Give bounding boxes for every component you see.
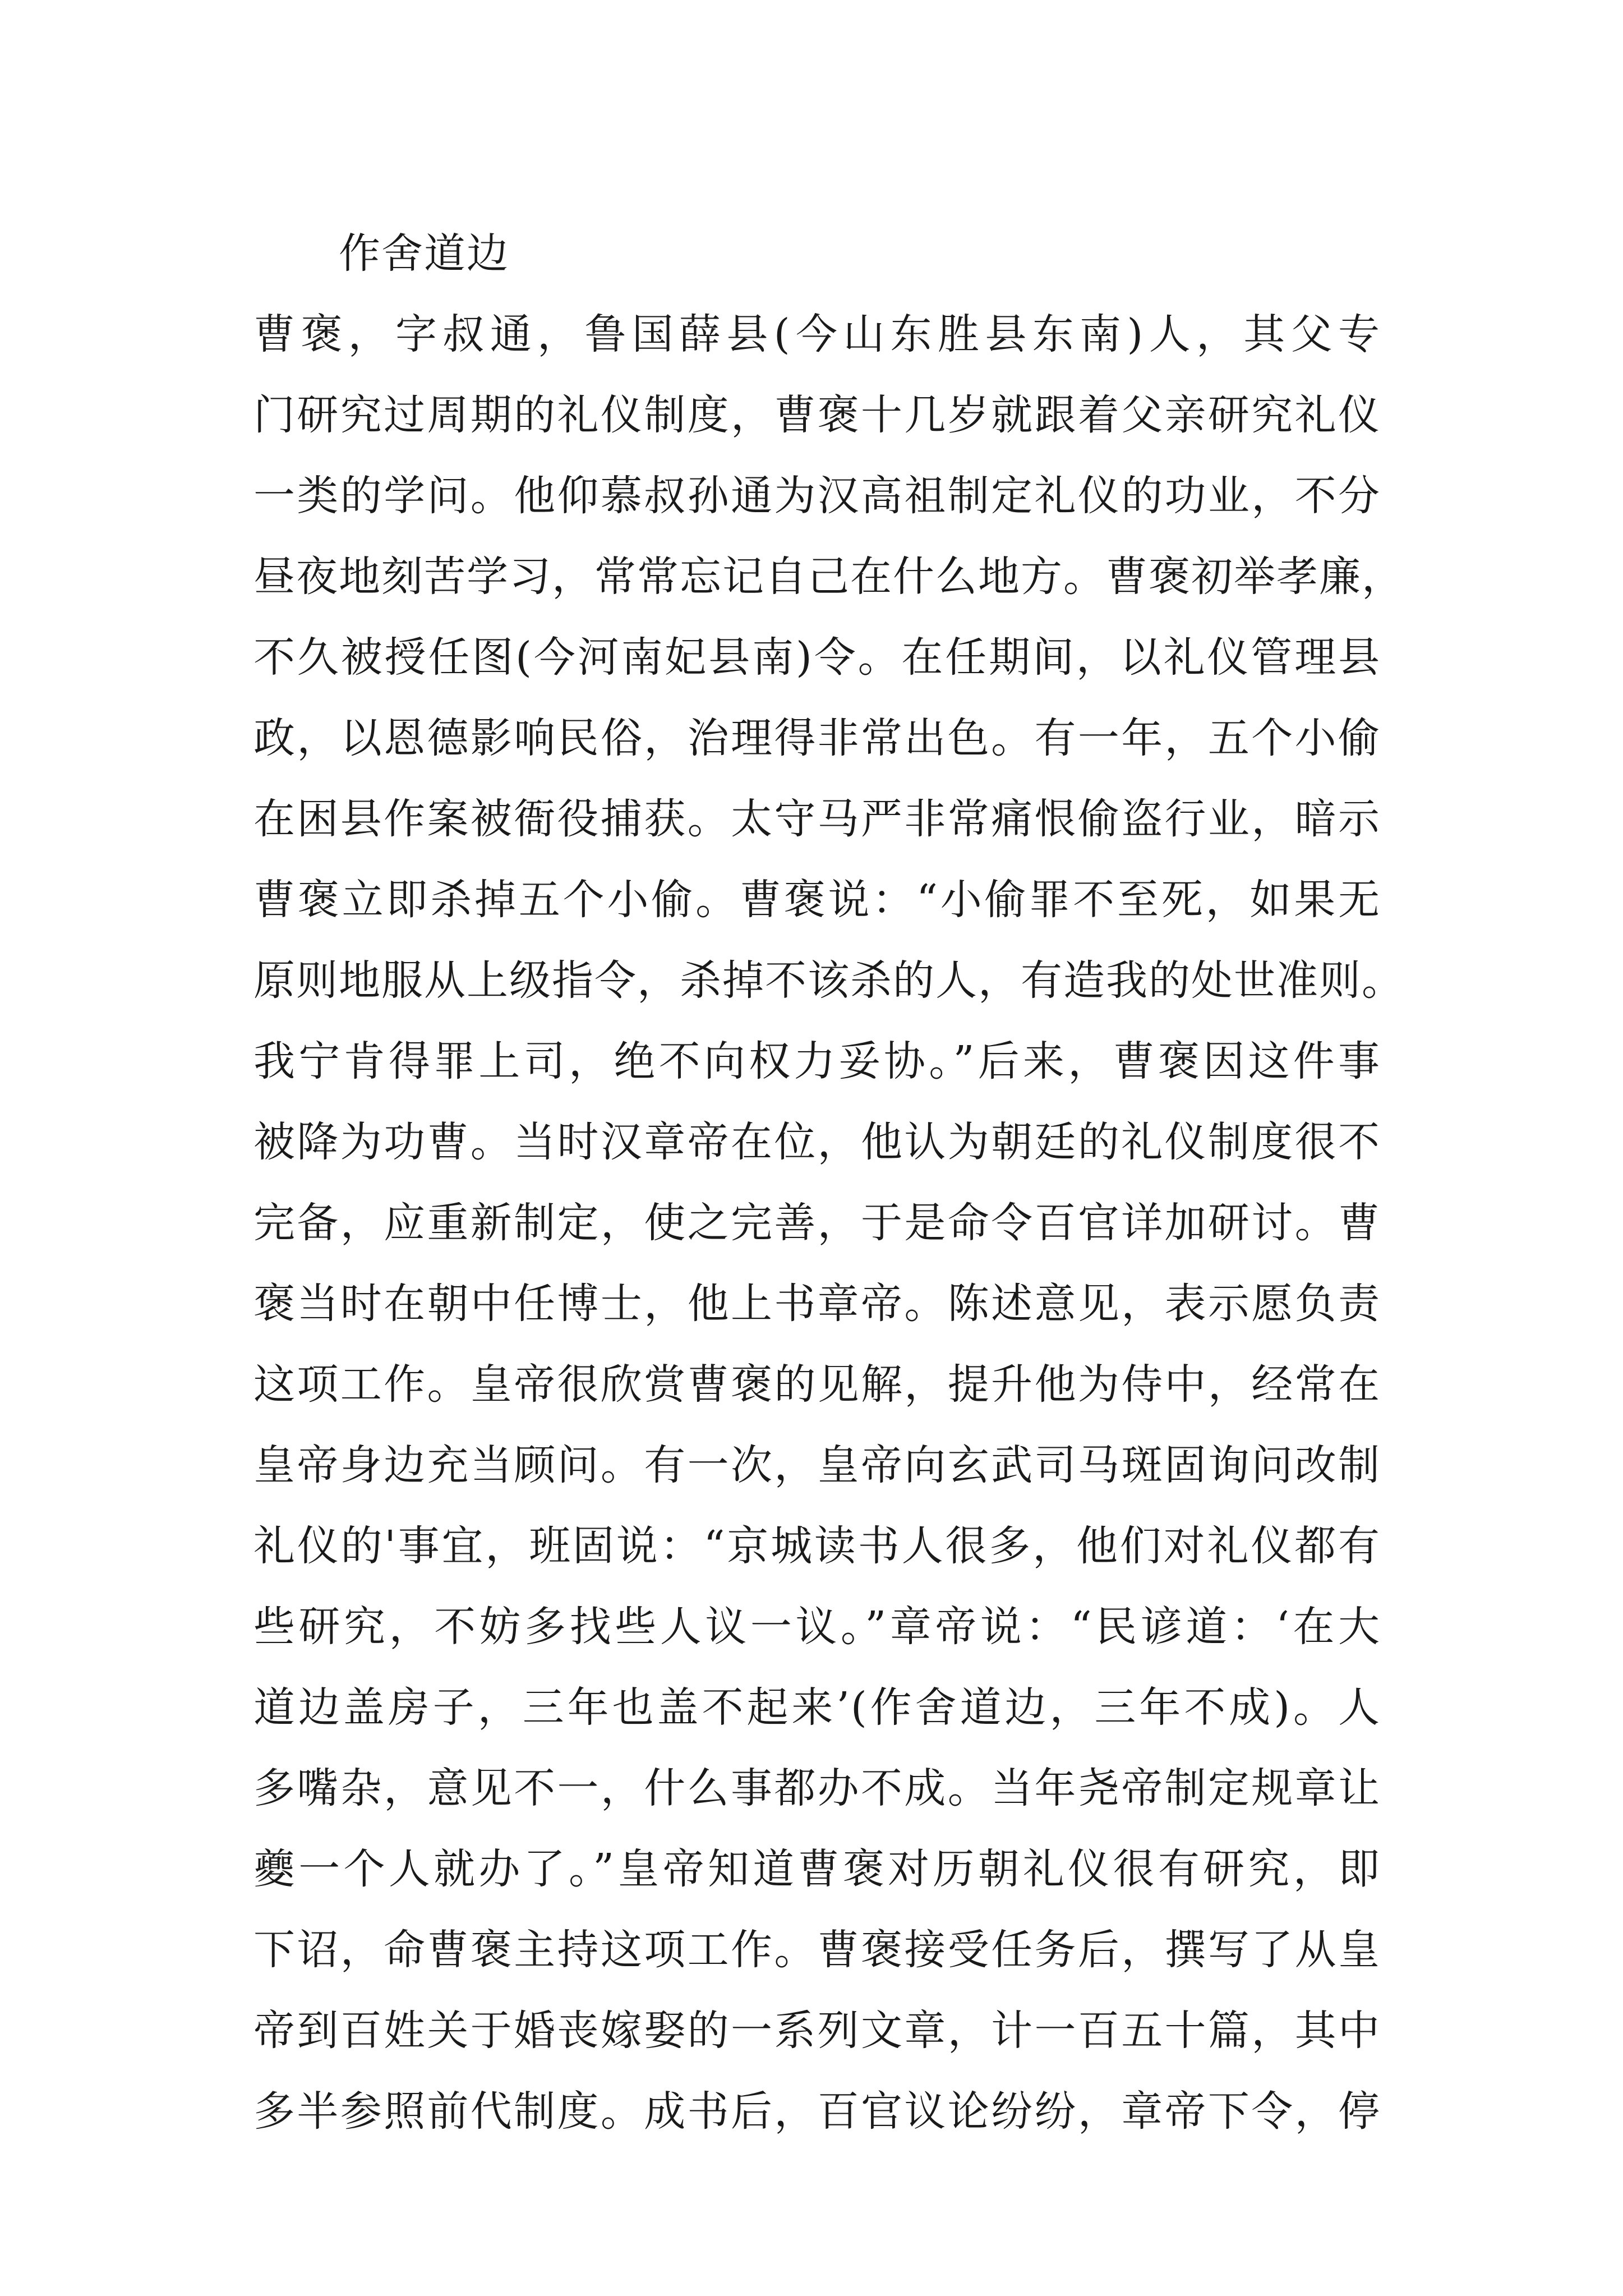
text-line: 政，以恩德影响民俗，治理得非常出色。有一年，五个小偷 — [253, 714, 1381, 762]
text-line: 不久被授任图(今河南妃县南)令。在任期间，以礼仪管理县 — [253, 633, 1381, 682]
text-line: 些研究，不妨多找些人议一议。”章帝说：“民谚道：‘在大 — [253, 1603, 1381, 1651]
text-line: 我宁肯得罪上司，绝不向权力妥协。”后来，曹褒因这件事 — [253, 1037, 1381, 1085]
text-line: 帝到百姓关于婚丧嫁娶的一系列文章，计一百五十篇，其中 — [253, 2007, 1381, 2055]
article-body — [253, 213, 1404, 2152]
article-title: 作舍道边 — [339, 229, 509, 278]
text-line: 被降为功曹。当时汉章帝在位，他认为朝廷的礼仪制度很不 — [253, 1118, 1381, 1166]
text-line: 原则地服从上级指令，杀掉不该杀的人，有造我的处世准则。 — [253, 956, 1404, 1005]
text-line: 道边盖房子，三年也盖不起来’(作舍道边，三年不成)。人 — [253, 1683, 1381, 1732]
text-line: 曹褒，字叔通，鲁国薛县(今山东胜县东南)人，其父专 — [253, 310, 1381, 358]
text-line: 皇帝身边充当顾问。有一次，皇帝向玄武司马斑固询问改制 — [253, 1441, 1381, 1489]
text-line: 褒当时在朝中任博士，他上书章帝。陈述意见，表示愿负责 — [253, 1280, 1381, 1328]
text-line: 昼夜地刻苦学习，常常忘记自己在什么地方。曹褒初举孝廉， — [253, 553, 1404, 601]
text-line: 一类的学问。他仰慕叔孙通为汉高祖制定礼仪的功业，不分 — [253, 472, 1381, 520]
text-line: 下诏，命曹褒主持这项工作。曹褒接受任务后，撰写了从皇 — [253, 1926, 1381, 1974]
text-line: 曹褒立即杀掉五个小偷。曹褒说：“小偷罪不至死，如果无 — [253, 876, 1381, 924]
text-line: 多半参照前代制度。成书后，百官议论纷纷，章帝下令，停 — [253, 2087, 1381, 2136]
text-line: 这项工作。皇帝很欣赏曹褒的见解，提升他为侍中，经常在 — [253, 1360, 1381, 1409]
text-line: 夔一个人就办了。”皇帝知道曹褒对历朝礼仪很有研究，即 — [253, 1845, 1381, 1893]
text-line: 多嘴杂，意见不一，什么事都办不成。当年尧帝制定规章让 — [253, 1764, 1381, 1812]
text-line: 礼仪的'事宜，班固说：“京城读书人很多，他们对礼仪都有 — [253, 1522, 1381, 1570]
text-line: 完备，应重新制定，使之完善，于是命令百官详加研讨。曹 — [253, 1199, 1381, 1247]
text-line: 门研究过周期的礼仪制度，曹褒十几岁就跟着父亲研究礼仪 — [253, 391, 1381, 439]
text-line: 在困县作案被衙役捕获。太守马严非常痛恨偷盗行业，暗示 — [253, 795, 1381, 843]
